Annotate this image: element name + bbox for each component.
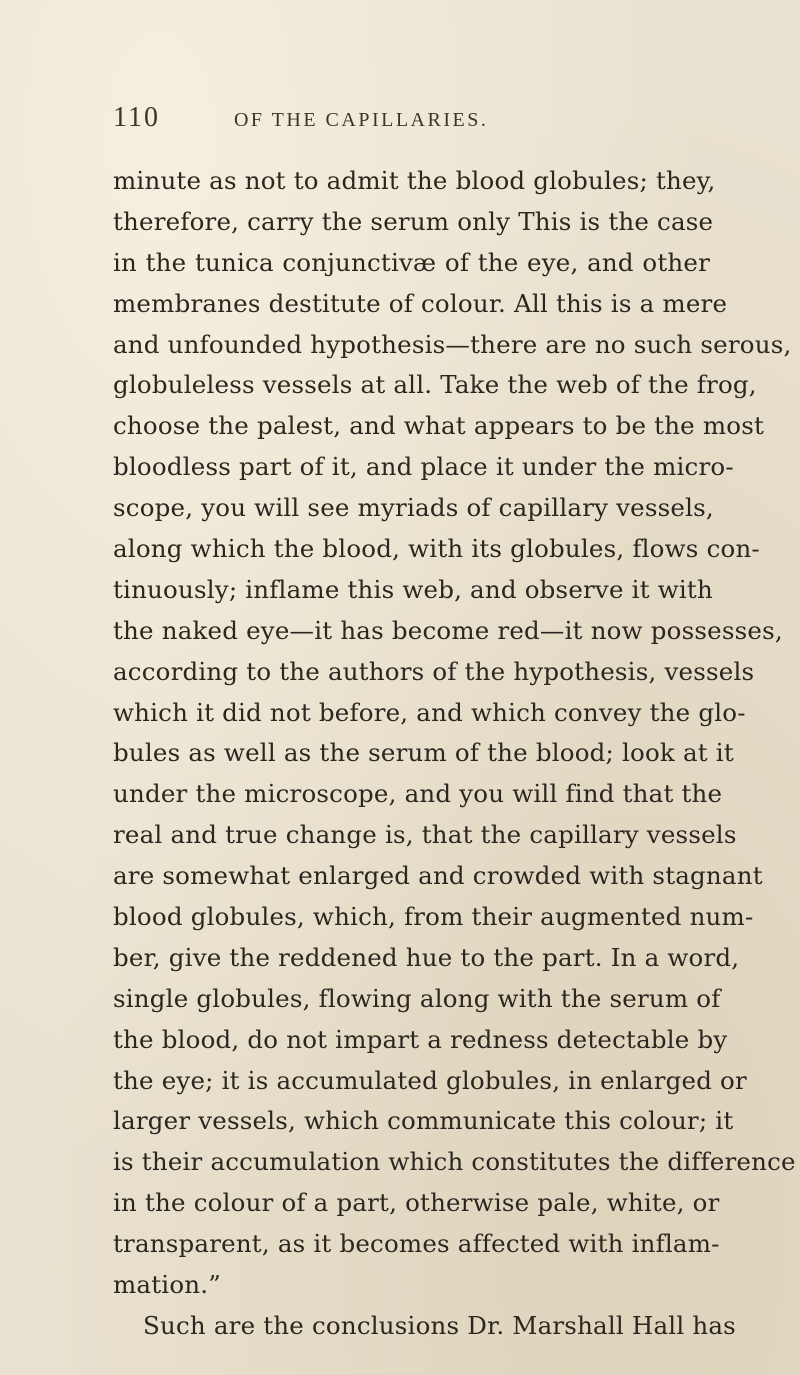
text-line: is their accumulation which constitutes the difference bbox=[113, 1147, 796, 1177]
text-line: in the colour of a part, otherwise pale, white, or bbox=[113, 1188, 720, 1218]
text-line: mation.” bbox=[113, 1270, 221, 1300]
text-line: real and true change is, that the capillary vessels bbox=[113, 820, 737, 850]
text-line: transparent, as it becomes affected with inflam- bbox=[113, 1229, 720, 1259]
text-line: choose the palest, and what appears to be the most bbox=[113, 411, 765, 441]
text-line: Such are the conclusions Dr. Marshall Hall has bbox=[143, 1310, 736, 1340]
text-line: globuleless vessels at all. Take the web of the frog, bbox=[113, 370, 757, 400]
running-title: OF THE CAPILLARIES. bbox=[233, 109, 489, 131]
text-line: along which the blood, with its globules, flows con- bbox=[113, 534, 760, 564]
page-number: 110 bbox=[113, 102, 160, 133]
text-line: bules as well as the serum of the blood; look at it bbox=[113, 738, 734, 768]
text-line: bloodless part of it, and place it under the micro- bbox=[113, 452, 734, 482]
text-line: in the tunica conjunctivæ of the eye, and other bbox=[113, 247, 710, 277]
text-line: the blood, do not impart a redness detectable by bbox=[113, 1024, 728, 1054]
text-line: the naked eye—it has become red—it now possesses, bbox=[113, 615, 783, 645]
text-line: under the microscope, and you will find that the bbox=[113, 779, 723, 809]
text-line: are somewhat enlarged and crowded with stagnant bbox=[113, 861, 763, 891]
text-line: which it did not before, and which convey the glo- bbox=[113, 697, 746, 727]
text-line: tinuously; inflame this web, and observe it with bbox=[113, 574, 713, 604]
text-line: ber, give the reddened hue to the part. In a word, bbox=[113, 942, 740, 972]
text-line: blood globules, which, from their augmented num- bbox=[113, 902, 754, 932]
text-line: and unfounded hypothesis—there are no such serous, bbox=[113, 329, 792, 359]
text-line: therefore, carry the serum only This is the case bbox=[113, 206, 714, 236]
text-line: minute as not to admit the blood globules; they, bbox=[113, 166, 716, 195]
body-text bbox=[113, 161, 796, 1347]
text-line: the eye; it is accumulated globules, in enlarged or bbox=[113, 1065, 747, 1095]
text-line: single globules, flowing along with the serum of bbox=[113, 983, 721, 1013]
running-head bbox=[113, 102, 713, 138]
text-line: membranes destitute of colour. All this is a mere bbox=[113, 288, 728, 318]
text-line: according to the authors of the hypothesis, vessels bbox=[113, 656, 755, 686]
text-line: scope, you will see myriads of capillary vessels, bbox=[113, 493, 714, 523]
text-line: larger vessels, which communicate this colour; it bbox=[113, 1106, 734, 1136]
